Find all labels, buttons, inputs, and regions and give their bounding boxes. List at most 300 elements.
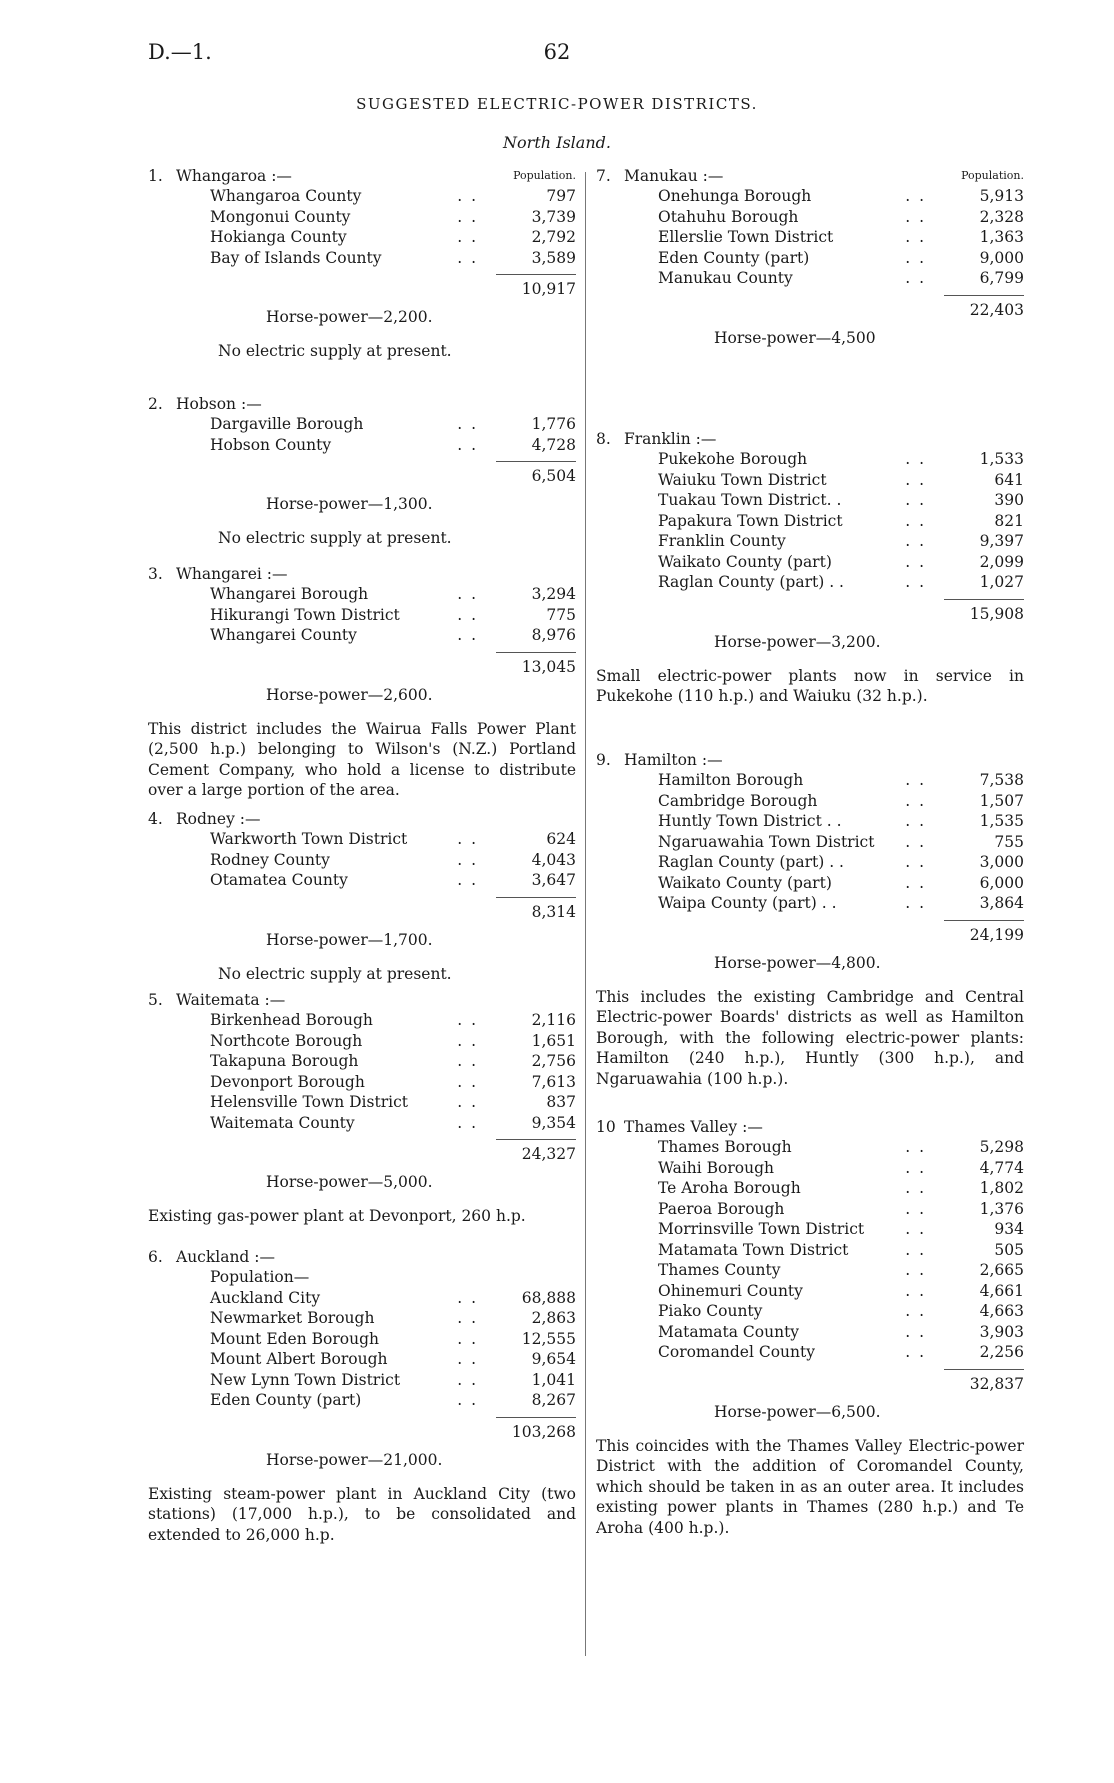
- population-value: 1,363: [979, 228, 1024, 246]
- district-franklin: [596, 429, 1024, 707]
- area-name: Paeroa Borough: [658, 1199, 785, 1218]
- area-name: Hikurangi Town District: [210, 605, 400, 624]
- leader-dots: . .: [905, 511, 926, 530]
- population-value: 934: [994, 1220, 1024, 1238]
- leader-dots: . .: [457, 187, 478, 205]
- district-heading: [148, 1247, 576, 1267]
- district-number: 8.: [596, 430, 611, 448]
- area-name: Waikato County (part): [658, 552, 832, 571]
- total-rule: [496, 274, 576, 275]
- leader-dots: . .: [905, 552, 926, 571]
- leader-dots: . .: [457, 248, 478, 267]
- table-row: [148, 186, 576, 207]
- leader-dots: . .: [457, 1288, 478, 1307]
- population-value: 9,397: [979, 532, 1024, 550]
- leader-dots: . .: [905, 470, 926, 489]
- table-row: [148, 207, 576, 228]
- leader-dots: . .: [905, 1199, 926, 1218]
- district-name: Hamilton :—: [624, 751, 723, 769]
- population-value: 2,792: [531, 228, 576, 246]
- total-rule: [944, 295, 1024, 296]
- population-value: 390: [994, 491, 1024, 509]
- district-note: Existing gas-power plant at Devonport, 260 h.p.: [148, 1207, 526, 1225]
- table-row: [596, 490, 1024, 511]
- table-row: [596, 268, 1024, 289]
- area-name: Auckland City: [210, 1288, 321, 1307]
- area-name: Hobson County: [210, 435, 332, 454]
- population-value: 4,043: [531, 850, 576, 869]
- leader-dots: . .: [905, 491, 926, 509]
- district-note: Small electric-power plants now in service in Pukekohe (110 h.p.) and Waiuku (32 h.p.).: [596, 666, 1024, 705]
- leader-dots: . .: [905, 873, 926, 892]
- total-value: 6,504: [531, 467, 576, 485]
- table-row: [596, 1281, 1024, 1302]
- table-row: [596, 791, 1024, 812]
- district-hobson: [148, 394, 576, 549]
- area-name: Matamata Town District: [658, 1240, 849, 1259]
- area-name: Northcote Borough: [210, 1031, 363, 1050]
- table-row: [596, 1199, 1024, 1220]
- leader-dots: . .: [905, 1281, 926, 1300]
- table-row: [596, 873, 1024, 894]
- total-rule: [496, 1417, 576, 1418]
- population-value: 1,535: [979, 812, 1024, 830]
- area-name: Mongonui County: [210, 207, 351, 226]
- leader-dots: . .: [905, 269, 926, 287]
- total-rule: [944, 1369, 1024, 1370]
- district-note: No electric supply at present.: [218, 964, 452, 983]
- population-total: [148, 279, 576, 301]
- population-value: 755: [994, 832, 1024, 851]
- population-value: 3,589: [531, 248, 576, 267]
- total-rule: [496, 897, 576, 898]
- area-name: Devonport Borough: [210, 1072, 365, 1091]
- district-hamilton: [596, 750, 1024, 1089]
- horse-power: Horse-power—3,200.: [714, 632, 881, 651]
- area-name: Onehunga Borough: [658, 187, 812, 205]
- leader-dots: . .: [457, 1031, 478, 1050]
- leader-dots: . .: [905, 894, 926, 912]
- area-name: Otamatea County: [210, 871, 348, 889]
- area-name: Morrinsville Town District: [658, 1220, 865, 1238]
- area-name: Franklin County: [658, 532, 786, 550]
- total-value: 10,917: [521, 280, 576, 298]
- district-heading: [596, 1117, 1024, 1137]
- table-row: [596, 572, 1024, 593]
- leader-dots: . .: [905, 1261, 926, 1279]
- population-total: [596, 1374, 1024, 1396]
- leader-dots: . .: [457, 1093, 478, 1111]
- horse-power: Horse-power—4,500: [714, 328, 876, 347]
- horse-power: Horse-power—5,000.: [266, 1173, 433, 1191]
- table-row: [148, 248, 576, 269]
- table-row: [596, 531, 1024, 552]
- table-row: [596, 1240, 1024, 1261]
- area-name: Raglan County (part) . .: [658, 853, 844, 871]
- table-row: [148, 414, 576, 435]
- table-row: [596, 1342, 1024, 1363]
- leader-dots: . .: [457, 415, 478, 433]
- table-row: [596, 248, 1024, 269]
- table-row: [148, 1390, 576, 1411]
- total-rule: [496, 461, 576, 462]
- area-name: Cambridge Borough: [658, 791, 818, 810]
- area-name: Raglan County (part) . .: [658, 573, 844, 591]
- page-subtitle: North Island.: [503, 133, 611, 152]
- leader-dots: . .: [457, 207, 478, 226]
- population-value: 1,776: [531, 415, 576, 433]
- total-value: 24,327: [521, 1145, 576, 1163]
- total-value: 32,837: [969, 1374, 1024, 1393]
- table-row: [148, 605, 576, 626]
- leader-dots: . .: [905, 1179, 926, 1197]
- total-value: 8,314: [531, 902, 576, 921]
- population-value: 4,728: [531, 435, 576, 454]
- leader-dots: . .: [905, 532, 926, 550]
- table-row: [148, 1370, 576, 1391]
- population-value: 2,099: [979, 552, 1024, 571]
- population-value: 3,647: [531, 871, 576, 889]
- area-name: Mount Albert Borough: [210, 1350, 388, 1368]
- area-name: Matamata County: [658, 1322, 800, 1341]
- leader-dots: . .: [457, 871, 478, 889]
- district-name: Hobson :—: [176, 395, 262, 413]
- table-row: [596, 1178, 1024, 1199]
- table-row: [596, 1137, 1024, 1158]
- leader-dots: . .: [905, 1138, 926, 1156]
- leader-dots: . .: [457, 1072, 478, 1091]
- population-value: 775: [546, 605, 576, 624]
- horse-power: Horse-power—21,000.: [266, 1450, 443, 1469]
- district-note: Existing steam-power plant in Auckland City (two stations) (17,000 h.p.), to be consolidated and extended to 26,000 h.p.: [148, 1484, 576, 1544]
- area-name: Takapuna Borough: [210, 1052, 359, 1070]
- district-note: This includes the existing Cambridge and Central Electric-power Boards' districts as well as Hamilton Borough, with the following electric-power plants: Hamilton (240 h.p.), Huntly (300 h.p.), and Ngaruawahia (100 h.p.).: [596, 987, 1024, 1088]
- table-row: [596, 832, 1024, 853]
- area-name: Ngaruawahia Town District: [658, 832, 875, 851]
- table-row: [596, 227, 1024, 248]
- district-thames-valley: [596, 1117, 1024, 1538]
- population-value: 641: [994, 470, 1024, 489]
- table-row: [148, 870, 576, 891]
- district-name: Thames Valley :—: [624, 1118, 763, 1136]
- area-name: Helensville Town District: [210, 1093, 408, 1111]
- table-row: [148, 1113, 576, 1134]
- document-reference: D.—1.: [148, 40, 212, 64]
- population-value: 3,903: [979, 1322, 1024, 1341]
- table-row: [596, 1301, 1024, 1322]
- population-value: 1,802: [979, 1179, 1024, 1197]
- population-value: 6,000: [979, 873, 1024, 892]
- area-name: Tuakau Town District. .: [658, 491, 842, 509]
- leader-dots: . .: [457, 1391, 478, 1409]
- population-value: 68,888: [521, 1288, 576, 1307]
- district-note: No electric supply at present.: [218, 342, 452, 360]
- district-heading: [596, 750, 1024, 770]
- table-row: [596, 470, 1024, 491]
- table-row: [148, 1329, 576, 1350]
- leader-dots: . .: [905, 832, 926, 851]
- area-name: Thames County: [658, 1261, 781, 1279]
- table-row: [596, 449, 1024, 470]
- district-heading: [148, 394, 576, 414]
- leader-dots: . .: [905, 771, 926, 789]
- area-name: Te Aroha Borough: [658, 1179, 801, 1197]
- table-row: [596, 552, 1024, 573]
- area-name: Hokianga County: [210, 228, 347, 246]
- population-value: 5,298: [979, 1138, 1024, 1156]
- district-heading: [148, 990, 576, 1010]
- district-rodney: [148, 809, 576, 984]
- area-name: Rodney County: [210, 850, 330, 869]
- table-row: [148, 1031, 576, 1052]
- leader-dots: . .: [905, 573, 926, 591]
- area-name: Waikato County (part): [658, 873, 832, 892]
- population-total: [148, 1422, 576, 1444]
- page-number: 62: [543, 40, 571, 64]
- area-name: Hamilton Borough: [658, 771, 804, 789]
- leader-dots: . .: [905, 1322, 926, 1341]
- total-rule: [496, 1139, 576, 1140]
- area-name: Newmarket Borough: [210, 1309, 375, 1327]
- population-value: 3,739: [531, 207, 576, 226]
- district-name: Rodney :—: [176, 810, 261, 828]
- district-waitemata: [148, 990, 576, 1227]
- district-name: Manukau :—: [624, 167, 724, 185]
- horse-power: Horse-power—4,800.: [714, 953, 881, 972]
- table-row: [148, 850, 576, 871]
- population-total: [148, 466, 576, 488]
- district-number: 4.: [148, 810, 163, 828]
- population-total: [148, 1144, 576, 1166]
- leader-dots: . .: [905, 1343, 926, 1361]
- area-name: Ellerslie Town District: [658, 228, 834, 246]
- leader-dots: . .: [905, 791, 926, 810]
- area-name: Waiuku Town District: [658, 470, 827, 489]
- district-auckland: [148, 1247, 576, 1545]
- area-name: Birkenhead Borough: [210, 1011, 373, 1029]
- district-heading: [148, 166, 576, 186]
- area-name: Otahuhu Borough: [658, 207, 799, 226]
- table-row: [596, 852, 1024, 873]
- population-value: 821: [994, 511, 1024, 530]
- table-row: [148, 584, 576, 605]
- population-value: 1,041: [531, 1370, 576, 1389]
- district-number: 1.: [148, 167, 163, 185]
- population-total: [596, 604, 1024, 626]
- total-value: 13,045: [521, 657, 576, 676]
- leader-dots: . .: [905, 853, 926, 871]
- area-name: Waipa County (part) . .: [658, 894, 837, 912]
- area-name: Waitemata County: [210, 1113, 355, 1132]
- district-note: This coincides with the Thames Valley Electric-power District with the addition of Coromandel County, which should be taken in as an outer area. It includes existing power plants in Thames (280 h.p.) and Te Aroha (400 h.p.).: [596, 1436, 1024, 1537]
- district-number: 6.: [148, 1248, 163, 1266]
- leader-dots: . .: [905, 1240, 926, 1259]
- district-name: Whangarei :—: [176, 565, 288, 583]
- district-whangarei: [148, 564, 576, 801]
- leader-dots: . .: [457, 850, 478, 869]
- area-name: Eden County (part): [658, 248, 810, 267]
- area-name: Pukekohe Borough: [658, 450, 808, 468]
- population-value: 9,354: [531, 1113, 576, 1132]
- district-whangaroa: [148, 166, 576, 362]
- population-value: 1,651: [531, 1031, 576, 1050]
- leader-dots: . .: [457, 1309, 478, 1327]
- leader-dots: . .: [905, 248, 926, 267]
- table-row: [596, 186, 1024, 207]
- area-name: Thames Borough: [658, 1138, 792, 1156]
- total-value: 24,199: [969, 925, 1024, 944]
- table-row: [596, 1260, 1024, 1281]
- table-row: [148, 829, 576, 850]
- leader-dots: . .: [905, 812, 926, 830]
- area-name: Whangarei County: [210, 626, 357, 644]
- population-total: [148, 902, 576, 924]
- horse-power: Horse-power—2,600.: [266, 685, 433, 704]
- total-rule: [944, 599, 1024, 600]
- total-rule: [944, 920, 1024, 921]
- leader-dots: . .: [905, 450, 926, 468]
- population-value: 1,533: [979, 450, 1024, 468]
- area-name: New Lynn Town District: [210, 1370, 401, 1389]
- table-row: [148, 625, 576, 646]
- horse-power: Horse-power—6,500.: [714, 1402, 881, 1421]
- horse-power: Horse-power—2,200.: [266, 308, 433, 326]
- table-row: [148, 1092, 576, 1113]
- population-value: 7,538: [979, 771, 1024, 789]
- area-name: Piako County: [658, 1302, 763, 1320]
- table-row: [148, 1288, 576, 1309]
- table-row: [148, 227, 576, 248]
- area-name: Warkworth Town District: [210, 830, 408, 848]
- horse-power: Horse-power—1,300.: [266, 495, 433, 513]
- total-value: 103,268: [511, 1422, 576, 1441]
- leader-dots: . .: [905, 1302, 926, 1320]
- leader-dots: . .: [457, 626, 478, 644]
- table-row: [596, 1322, 1024, 1343]
- population-total: [596, 925, 1024, 947]
- population-value: 2,756: [531, 1052, 576, 1070]
- population-value: 2,116: [531, 1011, 576, 1029]
- leader-dots: . .: [457, 830, 478, 848]
- district-name: Whangaroa :—: [176, 167, 292, 185]
- table-row: [596, 511, 1024, 532]
- table-row: [596, 770, 1024, 791]
- area-name: Papakura Town District: [658, 511, 843, 530]
- leader-dots: . .: [905, 207, 926, 226]
- area-name: Whangaroa County: [210, 187, 362, 205]
- area-name: Manukau County: [658, 269, 793, 287]
- area-name: Dargaville Borough: [210, 415, 364, 433]
- population-value: 3,294: [531, 585, 576, 603]
- population-value: 6,799: [979, 269, 1024, 287]
- population-value: 2,665: [979, 1261, 1024, 1279]
- population-value: 3,864: [979, 894, 1024, 912]
- district-heading: [596, 166, 1024, 186]
- table-row: [148, 1051, 576, 1072]
- district-number: 7.: [596, 167, 611, 185]
- leader-dots: . .: [457, 435, 478, 454]
- table-row: [596, 1219, 1024, 1240]
- area-name: Mount Eden Borough: [210, 1329, 379, 1348]
- population-value: 8,976: [531, 626, 576, 644]
- total-value: 15,908: [969, 604, 1024, 623]
- population-value: 837: [546, 1093, 576, 1111]
- district-number: 2.: [148, 395, 163, 413]
- table-row: [596, 811, 1024, 832]
- population-value: 2,256: [979, 1343, 1024, 1361]
- area-name: Huntly Town District . .: [658, 812, 842, 830]
- district-number: 9.: [596, 751, 611, 769]
- district-number: 3.: [148, 565, 163, 583]
- district-heading: [148, 809, 576, 829]
- district-heading: [148, 564, 576, 584]
- population-value: 3,000: [979, 853, 1024, 871]
- population-subheading: Population—: [210, 1268, 310, 1286]
- district-number: 5.: [148, 991, 163, 1009]
- table-row: [148, 1349, 576, 1370]
- leader-dots: . .: [457, 1370, 478, 1389]
- population-value: 9,654: [531, 1350, 576, 1368]
- population-column-label: Population.: [961, 169, 1024, 182]
- table-row: [148, 435, 576, 456]
- table-row: [596, 893, 1024, 914]
- table-row: [596, 207, 1024, 228]
- population-value: 4,663: [979, 1302, 1024, 1320]
- leader-dots: . .: [457, 228, 478, 246]
- area-name: Waihi Borough: [658, 1158, 775, 1177]
- leader-dots: . .: [905, 187, 926, 205]
- population-value: 4,774: [979, 1158, 1024, 1177]
- area-name: Whangarei Borough: [210, 585, 369, 603]
- population-column-label: Population.: [513, 169, 576, 182]
- population-value: 624: [546, 830, 576, 848]
- leader-dots: . .: [905, 1220, 926, 1238]
- total-rule: [496, 652, 576, 653]
- district-number: 10: [596, 1118, 616, 1136]
- population-value: 8,267: [531, 1391, 576, 1409]
- table-row: [148, 1308, 576, 1329]
- area-name: Bay of Islands County: [210, 248, 382, 267]
- area-name: Eden County (part): [210, 1391, 362, 1409]
- population-value: 1,027: [979, 573, 1024, 591]
- horse-power: Horse-power—1,700.: [266, 930, 433, 949]
- population-value: 1,376: [979, 1199, 1024, 1218]
- population-value: 12,555: [521, 1329, 576, 1348]
- district-name: Franklin :—: [624, 430, 717, 448]
- leader-dots: . .: [457, 605, 478, 624]
- district-note: This district includes the Wairua Falls Power Plant (2,500 h.p.) belonging to Wilson's (N.Z.) Portland Cement Company, who hold a license to distribute over a large portion of the area.: [148, 719, 576, 799]
- leader-dots: . .: [457, 1329, 478, 1348]
- population-value: 9,000: [979, 248, 1024, 267]
- district-manukau: [596, 166, 1024, 352]
- population-total: [596, 300, 1024, 322]
- leader-dots: . .: [457, 585, 478, 603]
- population-value: 2,863: [531, 1309, 576, 1327]
- population-value: 1,507: [979, 791, 1024, 810]
- district-name: Waitemata :—: [176, 991, 286, 1009]
- population-value: 2,328: [979, 207, 1024, 226]
- population-value: 5,913: [979, 187, 1024, 205]
- leader-dots: . .: [905, 228, 926, 246]
- district-note: No electric supply at present.: [218, 529, 452, 547]
- district-heading: [596, 429, 1024, 449]
- area-name: Ohinemuri County: [658, 1281, 803, 1300]
- area-name: Coromandel County: [658, 1343, 815, 1361]
- population-value: 505: [994, 1240, 1024, 1259]
- population-value: 7,613: [531, 1072, 576, 1091]
- page-title: SUGGESTED ELECTRIC-POWER DISTRICTS.: [356, 95, 758, 113]
- district-name: Auckland :—: [176, 1248, 276, 1266]
